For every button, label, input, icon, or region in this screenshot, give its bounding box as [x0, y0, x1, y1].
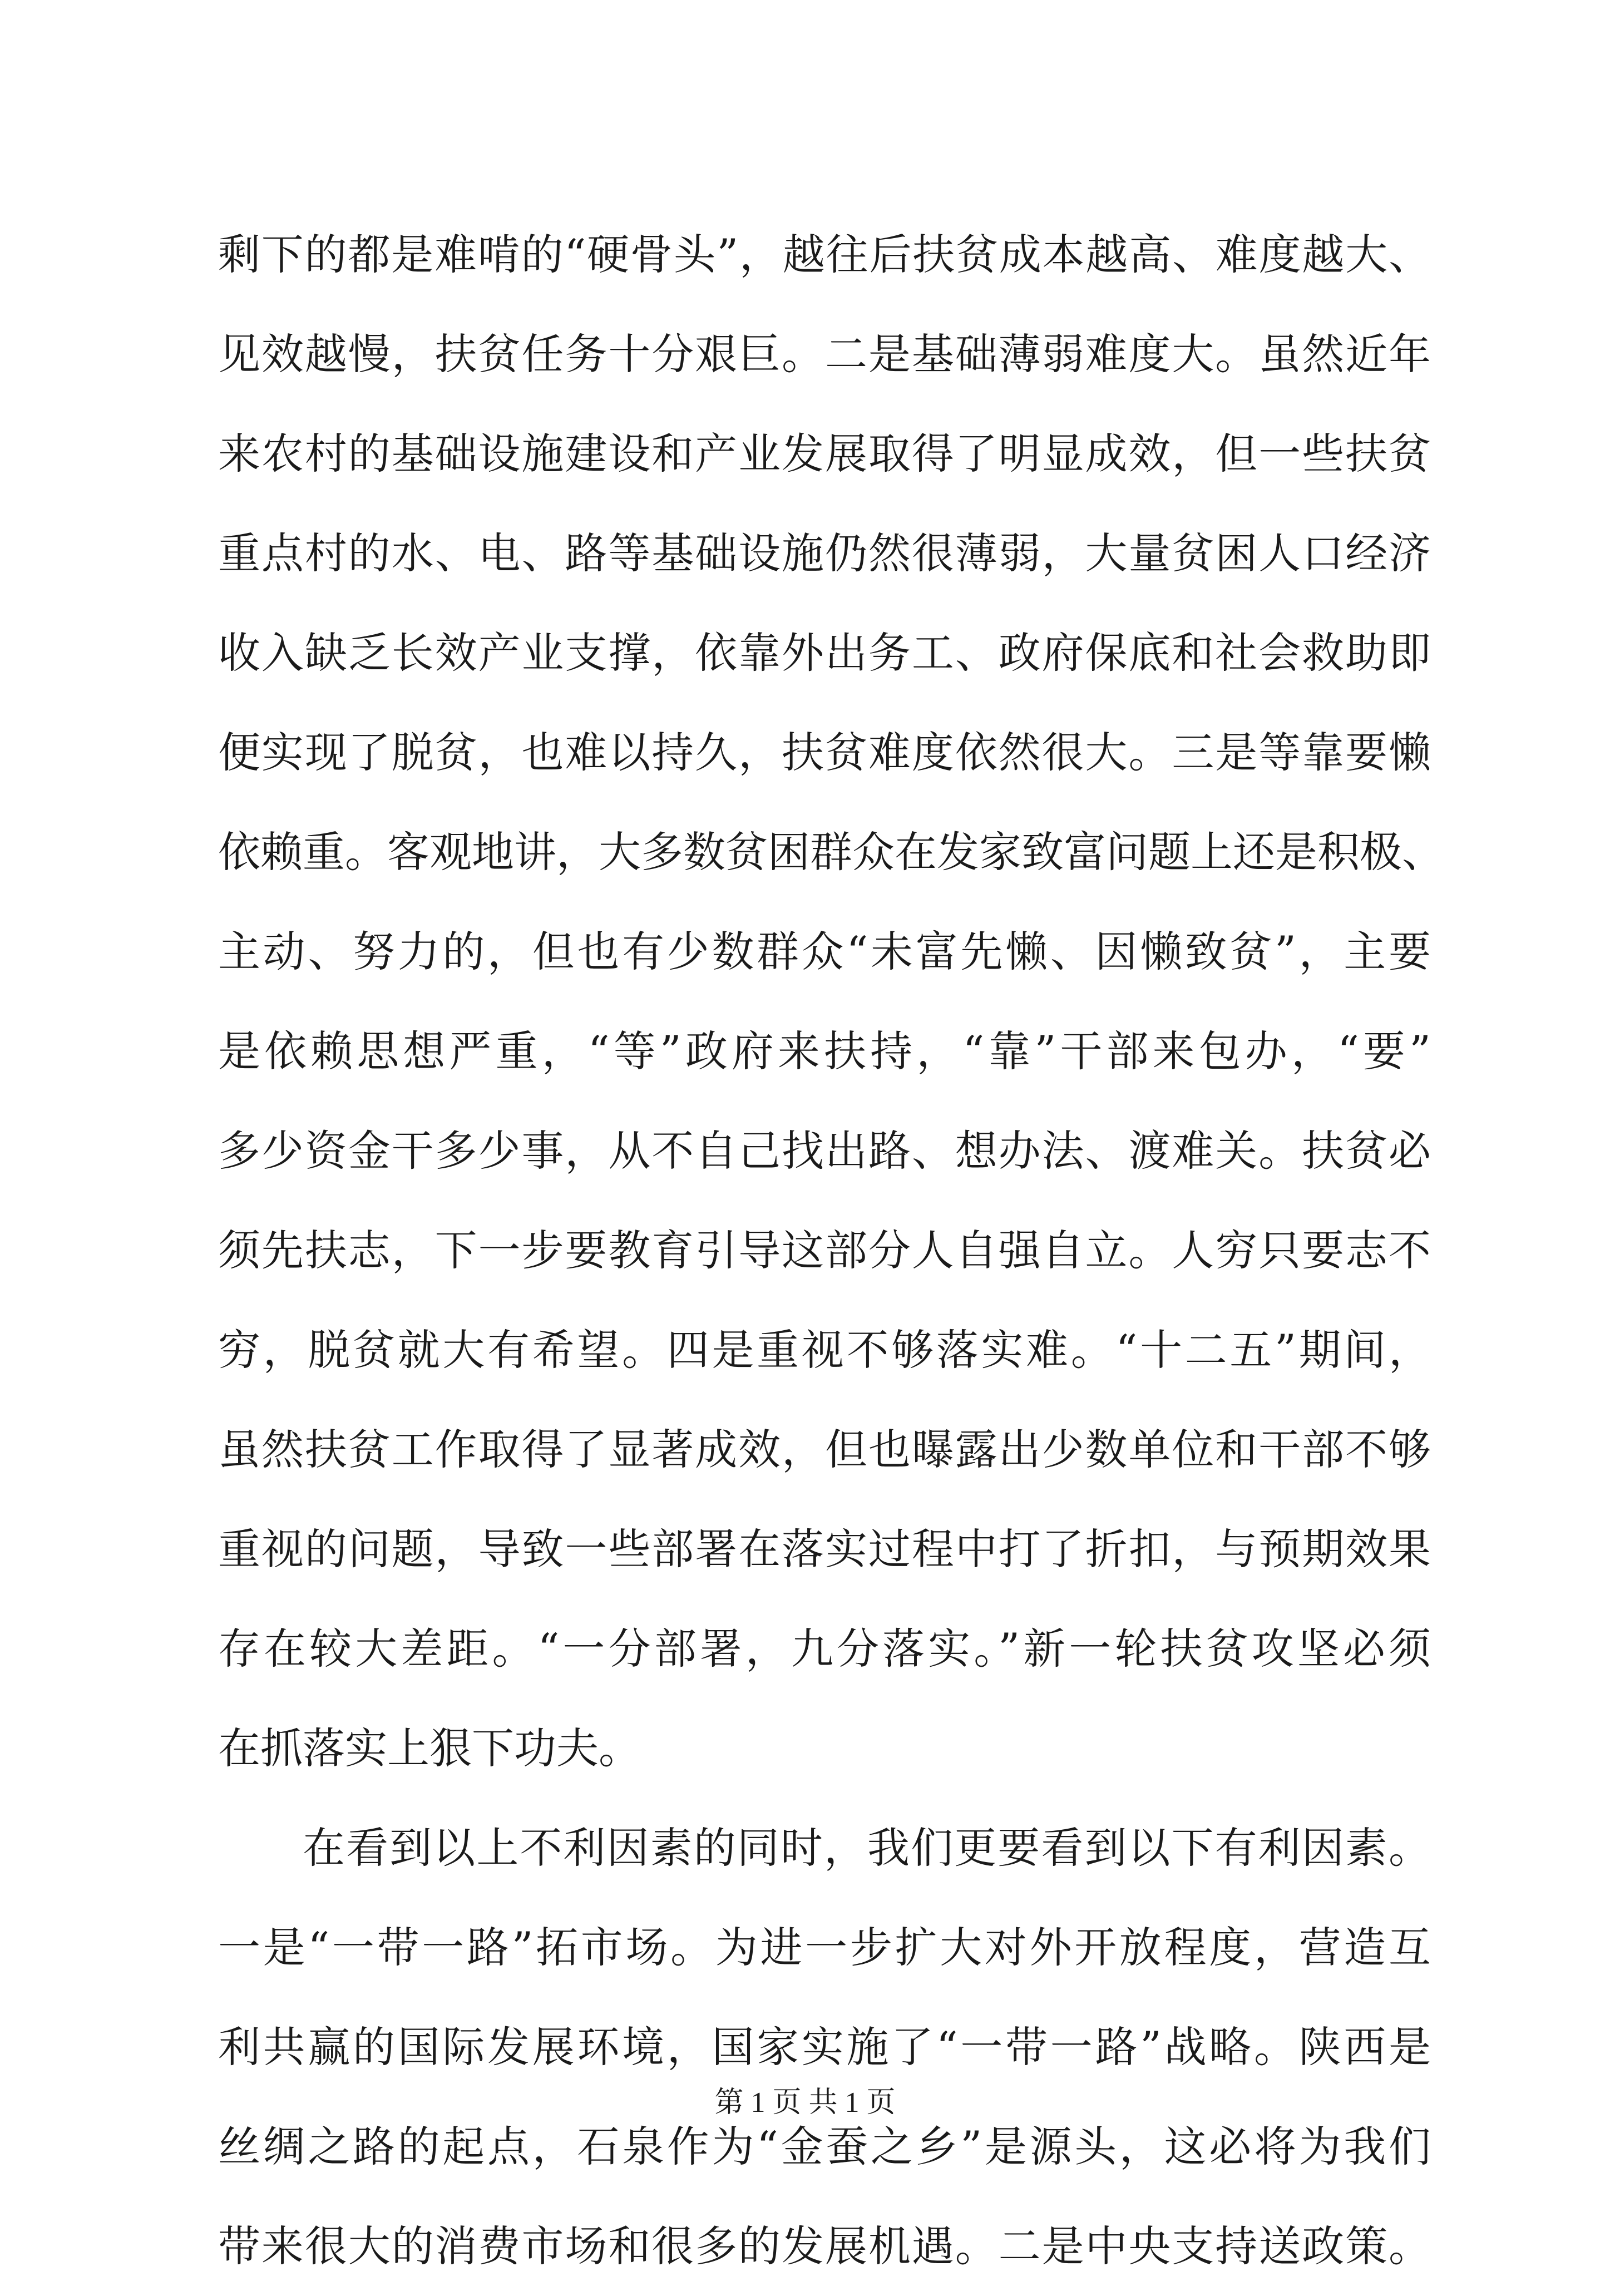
text-line: 重点村的水、电、路等基础设施仍然很薄弱，大量贫困人口经济 [218, 529, 1431, 578]
text-line: 依赖重。客观地讲，大多数贫困群众在发家致富问题上还是积极、 [218, 827, 1444, 877]
text-line: 主动、努力的，但也有少数群众“未富先懒、因懒致贫”，主要 [218, 927, 1431, 976]
text-line: 带来很大的消费市场和很多的发展机遇。二是中央支持送政策。 [218, 2221, 1431, 2271]
text-line: 重视的问题，导致一些部署在落实过程中打了折扣，与预期效果 [218, 1524, 1431, 1574]
text-line: 来农村的基础设施建设和产业发展取得了明显成效，但一些扶贫 [218, 429, 1431, 478]
document-body [218, 205, 1444, 2296]
text-line: 多少资金干多少事，从不自己找出路、想办法、渡难关。扶贫必 [218, 1126, 1431, 1176]
text-line: 虽然扶贫工作取得了显著成效，但也曝露出少数单位和干部不够 [218, 1425, 1431, 1474]
text-line: 利共赢的国际发展环境，国家实施了“一带一路”战略。陕西是 [218, 2022, 1431, 2072]
text-line: 剩下的都是难啃的“硬骨头”，越往后扶贫成本越高、难度越大、 [218, 230, 1431, 279]
text-line: 一是“一带一路”拓市场。为进一步扩大对外开放程度，营造互 [218, 1923, 1431, 1972]
text-line: 存在较大差距。“一分部署，九分落实。”新一轮扶贫攻坚必须 [218, 1624, 1431, 1673]
text-line: 须先扶志，下一步要教育引导这部分人自强自立。人穷只要志不 [218, 1226, 1431, 1275]
text-line: 在看到以上不利因素的同时，我们更要看到以下有利因素。 [303, 1823, 1431, 1873]
text-line: 在抓落实上狠下功夫。 [218, 1724, 641, 1773]
text-line: 穷，脱贫就大有希望。四是重视不够落实难。“十二五”期间， [218, 1325, 1431, 1375]
text-line: 收入缺乏长效产业支撑，依靠外出务工、政府保底和社会救助即 [218, 628, 1431, 678]
text-line: 是依赖思想严重，“等”政府来扶持，“靠”干部来包办，“要” [218, 1026, 1431, 1076]
page-number-footer: 第 1 页 共 1 页 [714, 2087, 896, 2119]
text-line: 见效越慢，扶贫任务十分艰巨。二是基础薄弱难度大。虽然近年 [218, 329, 1431, 379]
text-line: 便实现了脱贫，也难以持久，扶贫难度依然很大。三是等靠要懒 [218, 728, 1431, 777]
text-line: 丝绸之路的起点，石泉作为“金蚕之乡”是源头，这必将为我们 [218, 2122, 1431, 2171]
